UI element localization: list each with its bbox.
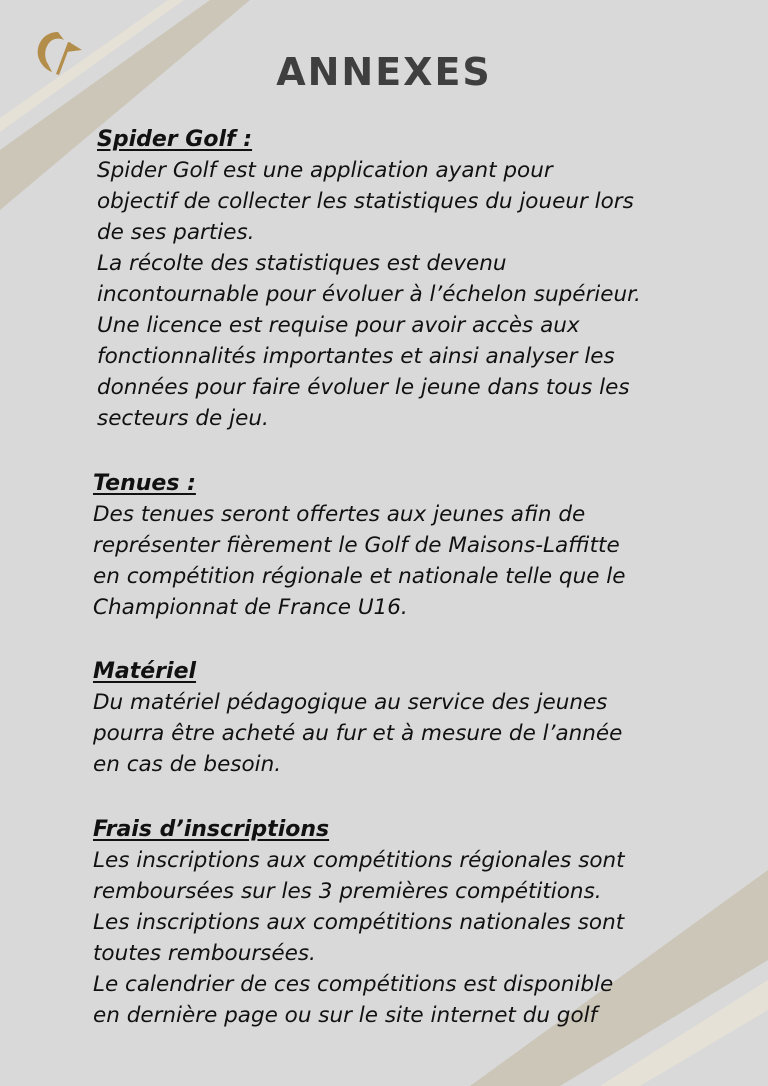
text-line: objectif de collecter les statistiques du joueur lors [97,189,634,214]
text-line: de ses parties. [97,220,255,245]
section-frais-inscriptions [93,814,743,1031]
section-spider-golf [97,124,737,434]
text-line: Le calendrier de ces compétitions est disponible [93,972,614,997]
page-title: ANNEXES [276,50,492,94]
text-line: Spider Golf est une application ayant pour [97,158,553,183]
text-line: fonctionnalités importantes et ainsi analyser les [97,344,615,369]
text-line: secteurs de jeu. [97,406,269,431]
text-line: en dernière page ou sur le site internet du golf [93,1003,598,1028]
text-line: Les inscriptions aux compétitions régionales sont [93,848,625,873]
text-line: Les inscriptions aux compétitions nationales sont [93,910,625,935]
text-line: remboursées sur les 3 premières compétitions. [93,879,602,904]
text-line: Championnat de France U16. [93,595,408,620]
text-line: Une licence est requise pour avoir accès aux [97,313,580,338]
section-heading: Matériel [93,659,197,684]
text-line: Des tenues seront offertes aux jeunes afin de [93,502,586,527]
text-line: La récolte des statistiques est devenu [97,251,507,276]
text-line: représenter fièrement le Golf de Maisons-Laffitte [93,533,620,558]
text-line: toutes remboursées. [93,941,316,966]
text-line: incontournable pour évoluer à l’échelon supérieur. [97,282,641,307]
section-heading: Tenues : [93,471,196,496]
text-line: en compétition régionale et nationale telle que le [93,564,626,589]
text-line: pourra être acheté au fur et à mesure de l’année [93,721,623,746]
section-tenues [93,468,743,623]
text-line: données pour faire évoluer le jeune dans tous les [97,375,630,400]
text-line: en cas de besoin. [93,752,282,777]
section-materiel [93,656,743,780]
text-line: Du matériel pédagogique au service des jeunes [93,690,608,715]
section-heading: Spider Golf : [97,127,253,152]
section-heading: Frais d’inscriptions [93,817,330,842]
